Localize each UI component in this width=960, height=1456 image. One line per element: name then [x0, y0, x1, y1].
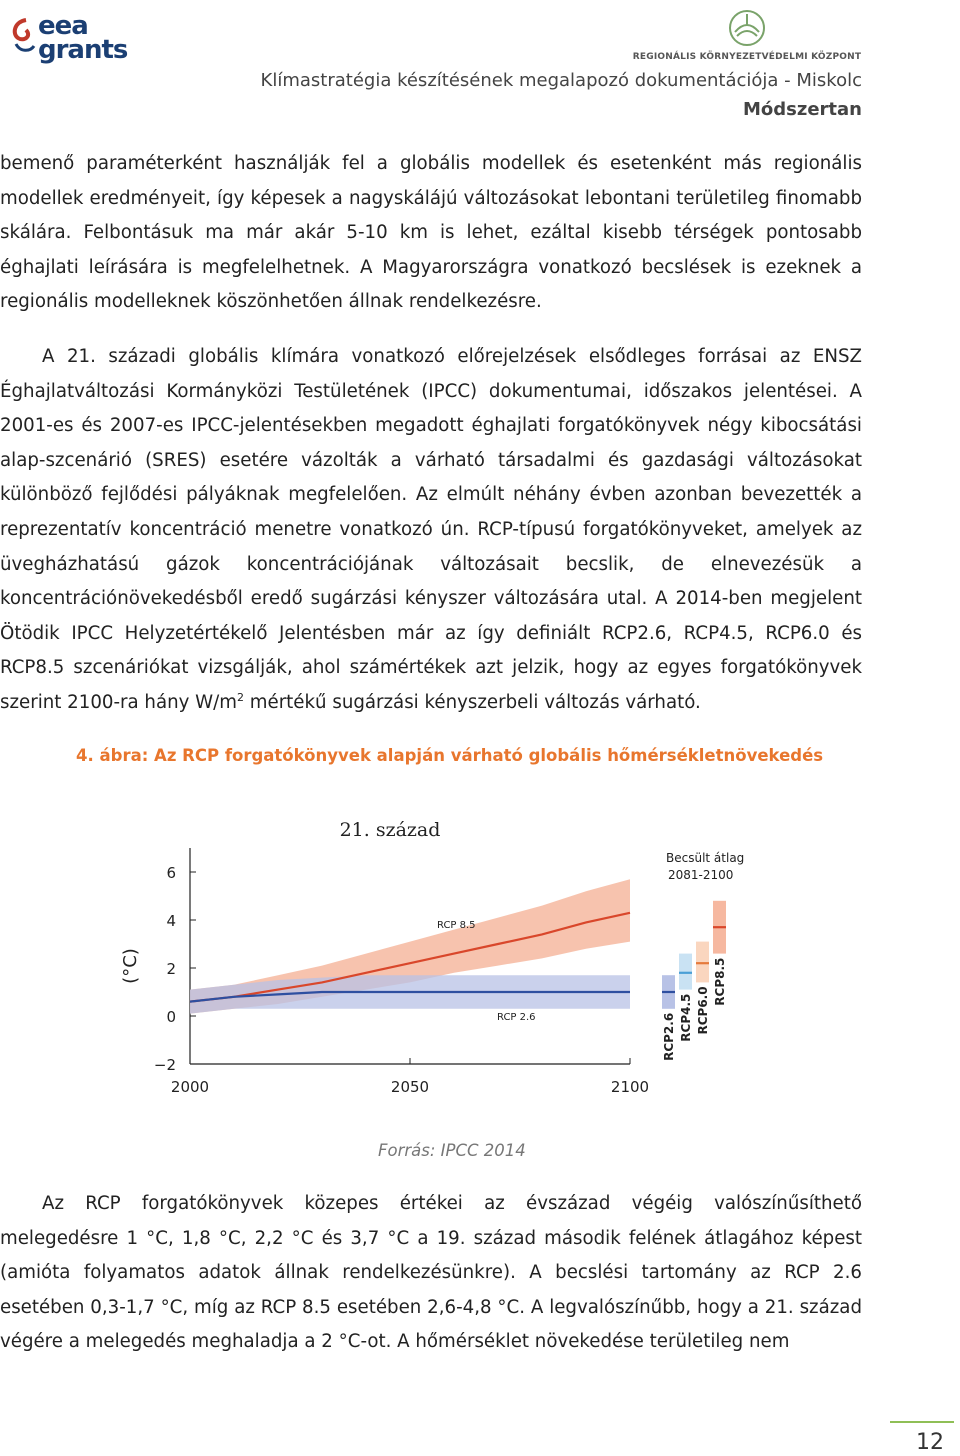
y-tick-label: 6 [166, 864, 176, 882]
y-tick-label: 4 [166, 912, 176, 930]
paragraph-3-text: Az RCP forgatókönyvek közepes értékei az évszázad végéig valószínűsíthető melegedésre 1 °C, 1,8 °C, 2,2 °C és 3,7 °C a 19. század második felének átlagához képest (amióta folyamatos adatok állnak rendelkezésünkre). A becslési tartomány az RCP 2.6 esetében 0,3-1,7 °C, míg az RCP 8.5 esetében 2,6-4,8 °C. A legvalószínűbb, hogy a 21. század végére a melegedés meghaladja a 2 °C-ot. A hőmérséklet növekedése területileg nem [0, 1193, 862, 1353]
range-bar-rcp45 [679, 954, 692, 990]
chart-title: 21. század [339, 819, 441, 841]
superscript: 2 [237, 690, 245, 704]
eea-grants-mark-icon [10, 16, 36, 56]
range-label-rcp45: RCP4.5 [679, 993, 693, 1042]
annotation-rcp26: RCP 2.6 [497, 1012, 536, 1023]
range-label-rcp26: RCP2.6 [662, 1012, 676, 1061]
paragraph-1-text: bemenő paraméterként használják fel a globális modellek és esetenként más regionális modellek eredményeit, így képesek a nagyskálájú változásokat lebontani területileg finomabb skálára. Felbontásuk ma már akár 5-10 km is lehet, ezáltal kisebb térségek pontosabb éghajlati leírására is megfelelhetnek. A Magyarországra vonatkozó becslések is ezeknek a regionális modelleknek köszönhetően állnak rendelkezésre. [0, 153, 862, 313]
page-number: 12 [916, 1430, 944, 1455]
paragraph-2-main: A 21. századi globális klímára vonatkozó előrejelzések elsődleges forrásai az ENSZ Éghajlatváltozási Kormányközi Testületének (IPCC) dokumentumai, időszakos jelentései. A 2001-es és 2007-es IPCC-jelentésekben megadott éghajlati forgatókönyvek négy kibocsátási alap-szcenárió (SRES) esetére vázolták a várható társadalmi és gazdasági változásokat különböző fejlődési pályáknak megfelelően. Az elmúlt néhány évben azonban bevezették a reprezentatív koncentráció menetre vonatkozó ún. RCP-típusú forgatókönyveket, amelyek az üvegházhatású gázok koncentrációjának változásait becslik, de elnevezésük a koncentrációnövekedésből eredő sugárzási kényszer változására utal. A 2014-ben megjelent Ötödik IPCC Helyzetértékelő Jelentésben már az így definiált RCP2.6, RCP4.5, RCP6.0 és RCP8.5 szcenáriókat vizsgálják, ahol számértékek azt jelzik, hogy az egyes forgatókönyvek szerint 2100-ra hány W/m [0, 346, 862, 713]
y-axis-label: (°C) [120, 948, 141, 984]
rkk-wordmark: REGIONÁLIS KÖRNYEZETVÉDELMI KÖZPONT [632, 52, 862, 62]
eea-grants-wordmark: eea grants [38, 11, 128, 65]
x-tick-label: 2100 [610, 1078, 650, 1096]
range-bars [662, 901, 727, 1061]
eea-grants-logo [6, 6, 128, 68]
range-label-rcp85: RCP8.5 [713, 957, 727, 1006]
paragraph-2 [0, 340, 862, 721]
paragraph-2-end: mértékű sugárzási kényszerbeli változás várható. [244, 691, 701, 713]
y-tick-label: −2 [153, 1056, 176, 1074]
x-tick-label: 2050 [390, 1078, 430, 1096]
annotation-rcp85: RCP 8.5 [437, 920, 476, 931]
paragraph-3 [0, 1187, 862, 1360]
rkk-logo [632, 8, 862, 64]
document-section: Módszertan [742, 99, 862, 120]
paragraph-1 [0, 147, 862, 320]
paragraph-2-text [0, 340, 862, 721]
y-tick-label: 0 [166, 1008, 176, 1026]
temperature-chart [100, 808, 780, 1108]
figure-source: Forrás: IPCC 2014 [378, 1141, 526, 1160]
page-number-rule [890, 1421, 954, 1423]
figure-caption: 4. ábra: Az RCP forgatókönyvek alapján várható globális hőmérsékletnövekedés [76, 746, 824, 765]
x-tick-label: 2000 [170, 1078, 210, 1096]
legend-title-line2: 2081-2100 [668, 868, 734, 882]
y-tick-label: 2 [166, 960, 176, 978]
rkk-emblem-icon [727, 8, 767, 48]
range-label-rcp60: RCP6.0 [696, 986, 710, 1035]
document-title: Klímastratégia készítésének megalapozó dokumentációja - Miskolc [260, 70, 862, 91]
legend-title-line1: Becsült átlag [666, 851, 745, 865]
range-bar-rcp60 [696, 942, 709, 983]
